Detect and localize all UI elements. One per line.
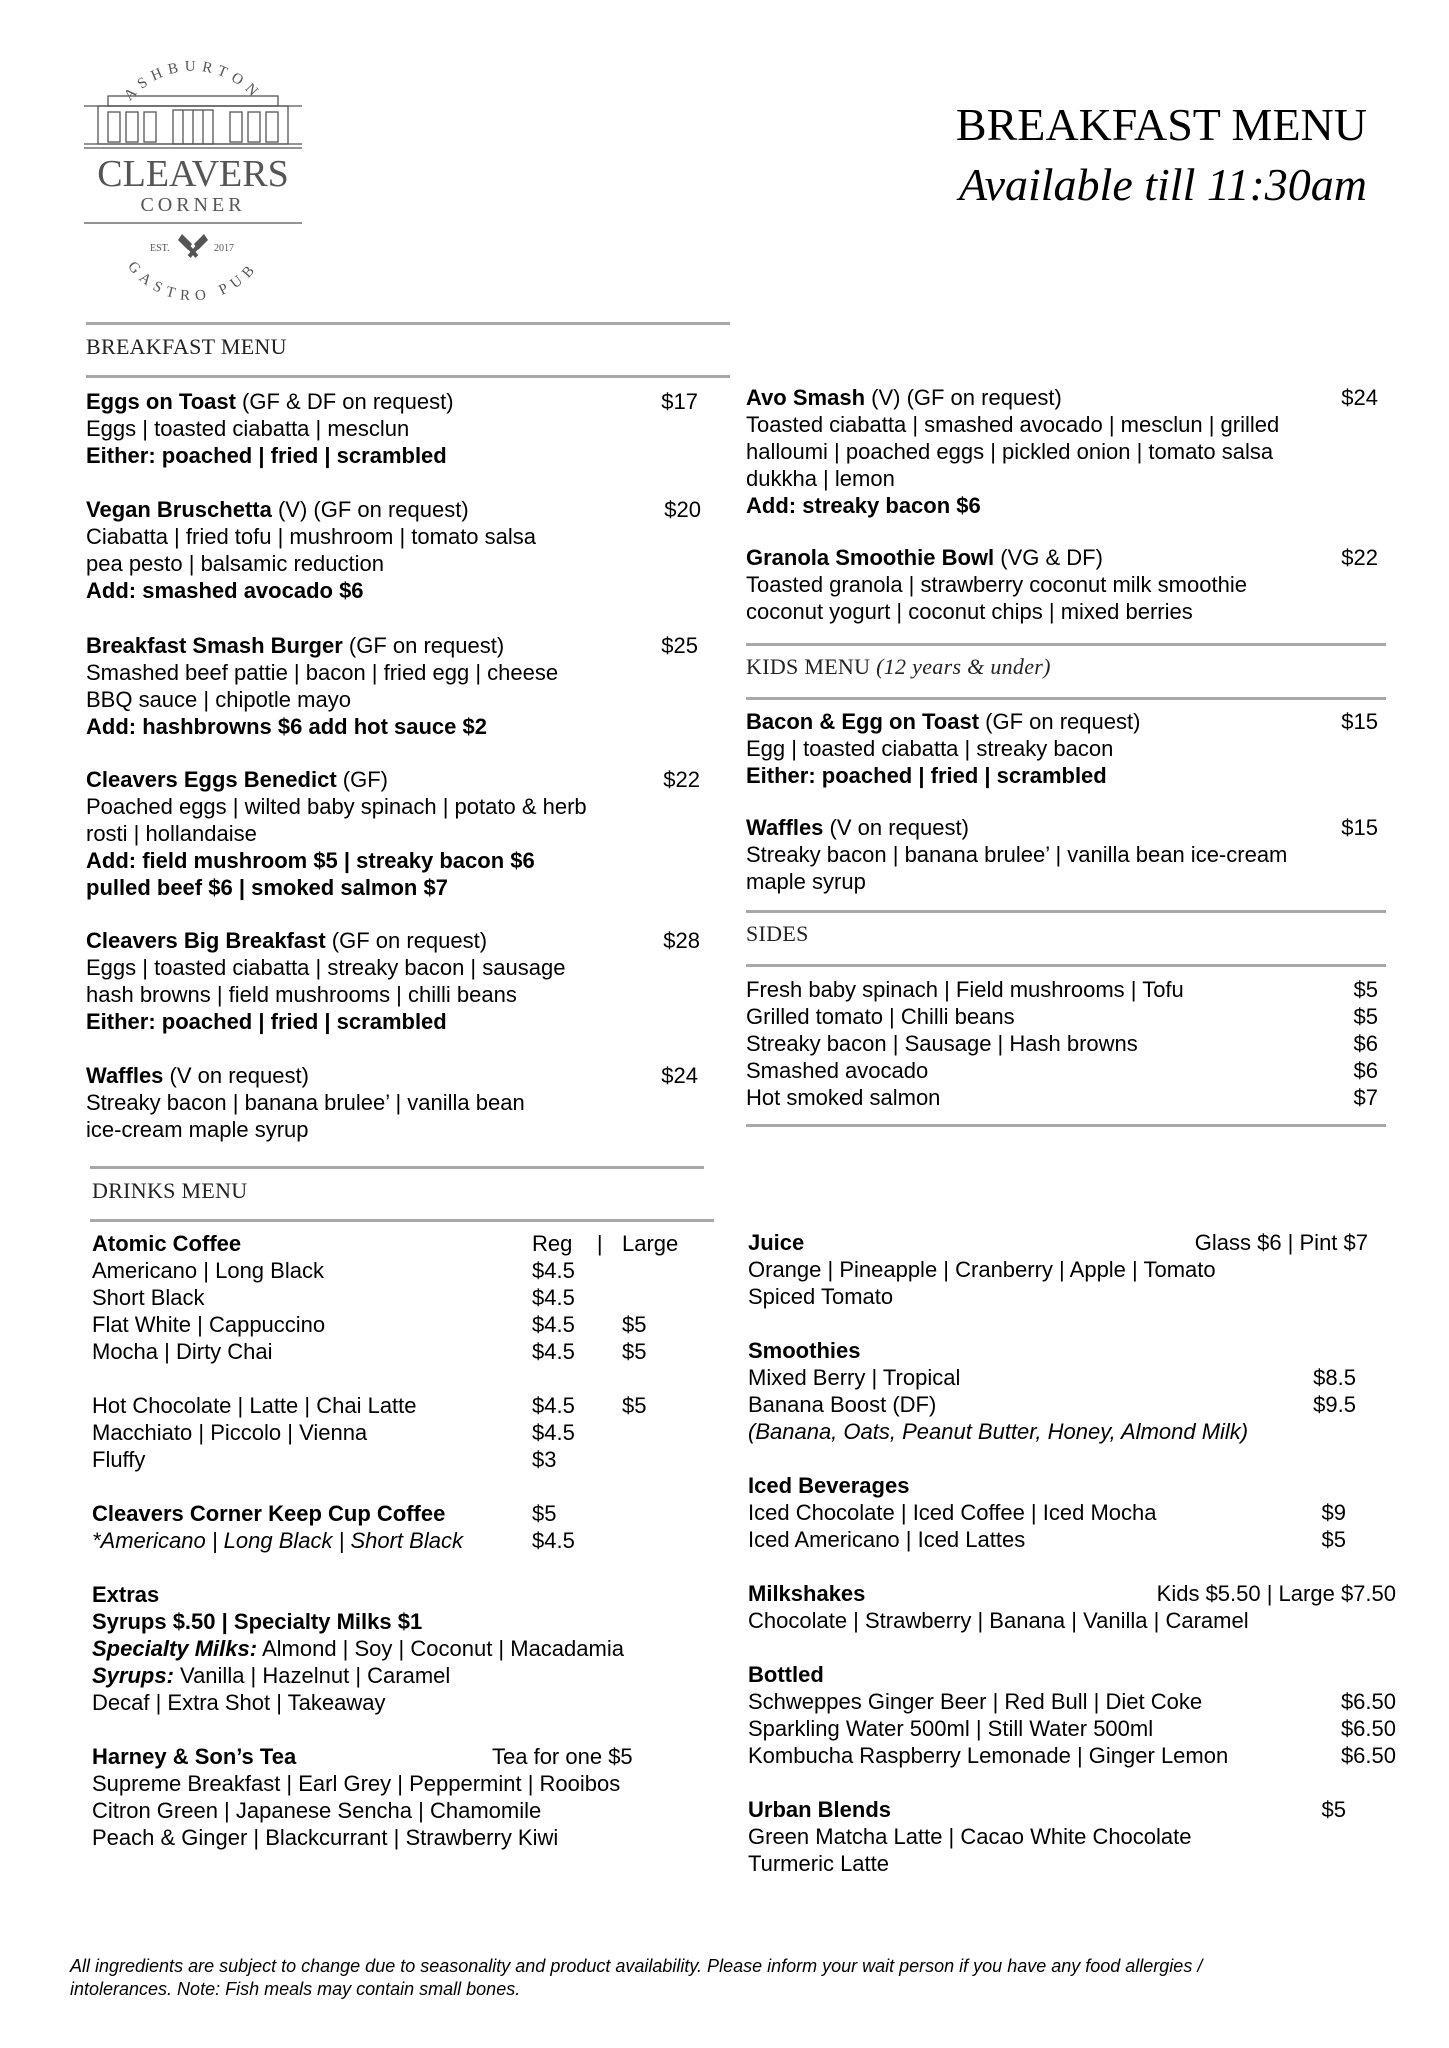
juice-line: Spiced Tomato [748,1284,894,1309]
juice-price: Glass $6 | Pint $7 [1194,1230,1368,1255]
extras-syrups [92,1662,712,1689]
item-name: Breakfast Smash Burger [86,633,343,658]
drink-name: Short Black [92,1285,205,1310]
list-item [748,1499,1346,1526]
drink-price: $4.5 [532,1312,575,1337]
side-price: $5 [1353,1004,1378,1029]
logo-name-1: CLEAVERS [97,153,289,195]
col-sep: | [596,1231,603,1256]
item-name: Avo Smash [746,385,866,410]
divider [746,910,1386,913]
drink-name: Flat White | Cappuccino [92,1312,326,1337]
item-option: pulled beef $6 | smoked salmon $7 [86,875,448,900]
drink-name: Iced Chocolate | Iced Coffee | Iced Mocha [748,1500,1157,1525]
kids-title: KIDS MENU [746,654,871,679]
drink-name: Mixed Berry | Tropical [748,1365,961,1390]
item-desc: halloumi | poached eggs | pickled onion | tomato salsa [746,439,1274,464]
side-price: $7 [1353,1085,1378,1110]
list-item [746,1003,1378,1030]
svg-text:GASTRO PUB [124,259,262,305]
menu-item [746,708,1378,789]
list-item [92,1338,712,1365]
item-name: Cleavers Big Breakfast [86,928,326,953]
list-item [746,1030,1378,1057]
item-desc: dukkha | lemon [746,466,895,491]
drink-price: $8.5 [1313,1365,1356,1390]
list-item [748,1688,1396,1715]
drink-name: Americano | Long Black [92,1258,324,1283]
syrups-list: Vanilla | Hazelnut | Caramel [173,1663,451,1688]
drink-name: Banana Boost (DF) [748,1392,937,1417]
item-price: $28 [663,928,700,953]
list-item [746,1084,1378,1111]
page-subtitle: Available till 11:30am [959,159,1367,210]
list-item [92,1419,712,1446]
item-name: Granola Smoothie Bowl [746,545,995,570]
urban-title: Urban Blends [748,1797,892,1822]
divider [746,697,1386,700]
item-desc: Streaky bacon | banana brulee’ | vanilla bean [86,1090,525,1115]
item-tag: (GF) [336,767,388,792]
side-name: Hot smoked salmon [746,1085,941,1110]
item-desc: Streaky bacon | banana brulee’ | vanilla bean ice-cream [746,842,1288,867]
list-item [92,1446,712,1473]
item-desc: Eggs | toasted ciabatta | mesclun [86,416,410,441]
side-name: Grilled tomato | Chilli beans [746,1004,1015,1029]
item-desc: Smashed beef pattie | bacon | fried egg | cheese [86,660,559,685]
drink-price: $4.5 [532,1258,575,1283]
footer-note [70,1955,1390,2001]
juice-line: Orange | Pineapple | Cranberry | Apple | Tomato [748,1257,1216,1282]
drink-price: $9.5 [1313,1392,1356,1417]
item-desc: maple syrup [746,869,866,894]
item-tag: (V on request) [823,815,969,840]
iced-title: Iced Beverages [748,1473,910,1498]
drink-name: Kombucha Raspberry Lemonade | Ginger Lemon [748,1743,1229,1768]
drink-price: $9 [1321,1500,1346,1525]
bottled-title: Bottled [748,1662,824,1687]
list-item [92,1392,712,1419]
footer-line: intolerances. Note: Fish meals may contain small bones. [70,1979,521,1999]
list-item [748,1526,1346,1553]
item-desc: Toasted ciabatta | smashed avocado | mesclun | grilled [746,412,1280,437]
item-price: $15 [1341,815,1378,840]
item-option: Either: poached | fried | scrambled [746,763,1107,788]
drink-price: $6.50 [1340,1716,1396,1741]
item-tag: (GF on request) [325,928,488,953]
item-name: Eggs on Toast [86,389,236,414]
item-desc: ice-cream maple syrup [86,1117,309,1142]
coffee-block [92,1230,712,1851]
item-desc: Egg | toasted ciabatta | streaky bacon [746,736,1114,761]
item-desc: coconut yogurt | coconut chips | mixed berries [746,599,1193,624]
menu-item [86,496,701,604]
drink-price: $4.5 [532,1285,575,1310]
drink-name: Schweppes Ginger Beer | Red Bull | Diet Coke [748,1689,1203,1714]
tea-price: Tea for one $5 [492,1744,633,1769]
logo-est: EST. [150,243,170,254]
drink-name: Mocha | Dirty Chai [92,1339,273,1364]
side-price: $6 [1353,1031,1378,1056]
drink-name: Sparkling Water 500ml | Still Water 500ml [748,1716,1154,1741]
urban-line: Green Matcha Latte | Cacao White Chocolate [748,1824,1192,1849]
list-item [92,1311,712,1338]
kids-section-title [746,654,1051,680]
col-large: Large [622,1231,679,1256]
list-item [92,1500,712,1527]
coffee-title: Atomic Coffee [92,1231,242,1256]
extras-line: Syrups $.50 | Specialty Milks $1 [92,1609,423,1634]
tea-line: Supreme Breakfast | Earl Grey | Peppermint | Rooibos [92,1771,621,1796]
syrups-label: Syrups: [92,1663,174,1688]
item-price: $22 [1341,545,1378,570]
side-name: Streaky bacon | Sausage | Hash browns [746,1031,1138,1056]
drink-price: $4.5 [532,1420,575,1445]
juice-title: Juice [748,1230,805,1255]
item-option: Add: streaky bacon $6 [746,493,981,518]
drink-price: $3 [532,1447,557,1472]
divider [746,1124,1386,1127]
urban-line: Turmeric Latte [748,1851,890,1876]
drink-price: $4.5 [532,1339,575,1364]
sides-section-title: SIDES [746,921,809,946]
milkshakes-title: Milkshakes [748,1581,866,1606]
item-desc: Eggs | toasted ciabatta | streaky bacon | sausage [86,955,566,980]
list-item [92,1257,712,1284]
col-reg-label: Reg [532,1231,573,1256]
item-option: Add: smashed avocado $6 [86,578,364,603]
drink-name: Iced Americano | Iced Lattes [748,1527,1026,1552]
list-item [748,1715,1396,1742]
extras-line: Decaf | Extra Shot | Takeaway [92,1690,386,1715]
side-price: $6 [1353,1058,1378,1083]
keepcup-sub-price: $4.5 [532,1528,575,1553]
item-desc: rosti | hollandaise [86,821,257,846]
item-tag: (V) (GF on request) [271,497,469,522]
item-desc: Toasted granola | strawberry coconut milk smoothie [746,572,1247,597]
item-name: Bacon & Egg on Toast [746,709,980,734]
item-option: Add: hashbrowns $6 add hot sauce $2 [86,714,487,739]
list-item [92,1527,712,1554]
menu-item [746,384,1378,519]
drinks-section-title: DRINKS MENU [92,1178,248,1203]
list-item [748,1391,1356,1418]
smoothies-title: Smoothies [748,1338,861,1363]
kids-title-note: (12 years & under) [876,654,1051,679]
list-item [748,1364,1356,1391]
milkshakes-price: Kids $5.50 | Large $7.50 [1156,1581,1396,1606]
col-reg [532,1230,622,1257]
list-item [92,1284,712,1311]
item-tag: (GF on request) [979,709,1141,734]
item-price: $15 [1341,709,1378,734]
smoothies-note: (Banana, Oats, Peanut Butter, Honey, Almond Milk) [748,1419,1249,1444]
list-item [746,976,1378,1003]
item-tag: (GF on request) [342,633,505,658]
urban-price: $5 [1321,1797,1346,1822]
item-option: Add: field mushroom $5 | streaky bacon $6 [86,848,535,873]
breakfast-section-title: BREAKFAST MENU [86,334,287,359]
cleaver-icon [178,234,208,258]
list-item [748,1742,1396,1769]
milkshakes-line: Chocolate | Strawberry | Banana | Vanilla | Caramel [748,1608,1249,1633]
menu-item [746,544,1378,625]
item-tag: (V on request) [163,1063,309,1088]
logo-graphic [78,48,308,308]
item-desc: Poached eggs | wilted baby spinach | potato & herb [86,794,587,819]
logo [78,48,308,308]
item-name: Cleavers Eggs Benedict [86,767,337,792]
keepcup-price: $5 [532,1501,557,1526]
item-price: $22 [663,767,700,792]
item-price: $17 [661,389,698,414]
item-tag: (GF & DF on request) [235,389,454,414]
drink-price: $6.50 [1340,1689,1396,1714]
logo-year: 2017 [214,243,234,254]
drink-price-large: $5 [622,1312,647,1337]
drink-name: Hot Chocolate | Latte | Chai Latte [92,1393,417,1418]
drink-price-large: $5 [622,1393,647,1418]
item-name: Waffles [746,815,824,840]
side-price: $5 [1353,977,1378,1002]
menu-item [86,1062,698,1143]
divider [90,1166,704,1169]
item-name: Waffles [86,1063,164,1088]
milks-list: Almond | Soy | Coconut | Macadamia [257,1636,624,1661]
svg-text:ASHBURTON [121,59,265,104]
menu-item [86,927,700,1035]
milks-label: Specialty Milks: [92,1636,258,1661]
side-name: Smashed avocado [746,1058,929,1083]
menu-item [746,814,1378,895]
item-price: $24 [661,1063,698,1088]
footer-line: All ingredients are subject to change due to seasonality and product availability. Please inform your wait person if you have any food allergies / [70,1956,1203,1976]
page-title: BREAKFAST MENU [955,99,1367,150]
sides-list [746,976,1378,1111]
tea-line: Peach & Ginger | Blackcurrant | Strawberry Kiwi [92,1825,559,1850]
item-name: Vegan Bruschetta [86,497,272,522]
divider [746,643,1386,646]
side-name: Fresh baby spinach | Field mushrooms | Tofu [746,977,1184,1002]
item-option: Either: poached | fried | scrambled [86,443,447,468]
drink-price: $4.5 [532,1393,575,1418]
drink-price: $6.50 [1340,1743,1396,1768]
drink-price: $5 [1321,1527,1346,1552]
menu-item [86,766,700,901]
list-item [746,1057,1378,1084]
divider [86,375,730,378]
building-icon [84,96,302,148]
divider [746,964,1386,967]
item-price: $20 [664,497,701,522]
extras-title: Extras [92,1582,160,1607]
menu-item [86,388,698,469]
keepcup-sub: *Americano | Long Black | Short Black [92,1528,463,1553]
item-option: Either: poached | fried | scrambled [86,1009,447,1034]
item-desc: BBQ sauce | chipotle mayo [86,687,351,712]
drink-price-large: $5 [622,1339,647,1364]
item-price: $25 [661,633,698,658]
item-tag: (V) (GF on request) [865,385,1062,410]
item-desc: Ciabatta | fried tofu | mushroom | tomato salsa [86,524,537,549]
divider [86,322,730,325]
logo-arc-bottom: GASTRO PUB [124,258,262,305]
keepcup-name: Cleavers Corner Keep Cup Coffee [92,1501,446,1526]
drink-name: Fluffy [92,1447,146,1472]
extras-milks [92,1635,712,1662]
item-price: $24 [1341,385,1378,410]
tea-line: Citron Green | Japanese Sencha | Chamomile [92,1798,542,1823]
drink-price-large [622,1419,712,1446]
drink-price-large [622,1284,712,1311]
drink-price-large [622,1446,712,1473]
logo-arc-top: ASHBURTON [121,58,265,104]
drink-name: Macchiato | Piccolo | Vienna [92,1420,368,1445]
item-tag: (VG & DF) [994,545,1103,570]
item-desc: pea pesto | balsamic reduction [86,551,384,576]
menu-item [86,632,698,740]
logo-name-2: CORNER [140,194,246,216]
divider [90,1219,714,1222]
item-desc: hash browns | field mushrooms | chilli beans [86,982,517,1007]
drinks-right-block [748,1229,1398,1877]
drink-price-large [622,1257,712,1284]
tea-title: Harney & Son’s Tea [92,1744,297,1769]
